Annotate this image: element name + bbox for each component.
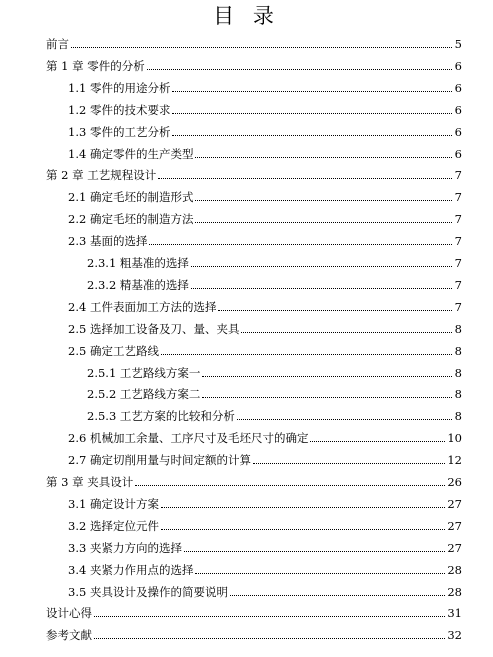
toc-entry-page-number: 32 [447,628,462,643]
dot-leader [191,266,452,267]
toc-entry-label: 2.3 基面的选择 [68,234,148,249]
toc-entry[interactable] [46,469,462,489]
dot-leader [195,222,452,223]
toc-entry[interactable] [68,535,462,555]
toc-entry-page-number: 5 [454,37,462,51]
toc-entry-page-number: 6 [454,58,462,73]
toc-entry[interactable] [68,338,462,358]
toc-entry[interactable] [46,31,462,51]
toc-entry[interactable] [68,491,462,511]
dot-leader [218,310,452,311]
dot-leader [202,397,452,398]
toc-entry-page-number: 8 [454,321,462,336]
toc-entry-page-number: 6 [454,102,462,117]
toc-entry[interactable] [87,250,462,270]
toc-entry-label: 3.5 夹具设计及操作的简要说明 [68,584,228,599]
toc-entry-label: 2.4 工件表面加工方法的选择 [68,299,217,314]
toc-entry-label: 3.2 选择定位元件 [68,518,159,533]
toc-entry-page-number: 28 [447,562,462,577]
dot-leader [237,419,452,420]
toc-entry-label: 第 3 章 夹具设计 [46,475,134,489]
dot-leader [241,332,452,333]
toc-entry-page-number: 10 [447,431,462,446]
toc-entry-label: 2.3.2 精基准的选择 [87,277,189,292]
toc-entry[interactable] [68,557,462,577]
toc-entry-label: 2.5.3 工艺方案的比较和分析 [87,409,235,424]
dot-leader [71,47,452,48]
toc-entry[interactable] [87,360,462,380]
toc-entry-label: 前言 [46,37,69,51]
toc-entry[interactable] [68,184,462,204]
toc-entry-page-number: 8 [454,387,462,402]
toc-entry[interactable] [46,162,462,182]
dot-leader [195,200,452,201]
toc-entry-page-number: 12 [447,453,462,468]
toc-entry[interactable] [46,600,462,620]
dot-leader [195,573,445,574]
dot-leader [158,178,452,179]
toc-entry-label: 2.5.2 工艺路线方案二 [87,387,201,402]
toc-entry-label: 2.1 确定毛坯的制造形式 [68,190,194,205]
toc-entry-page-number: 6 [454,80,462,95]
dot-leader [172,91,452,92]
dot-leader [172,113,452,114]
toc-entry-label: 3.4 夹紧力作用点的选择 [68,562,194,577]
toc-entry-page-number: 27 [447,496,462,511]
toc-entry-label: 第 2 章 工艺规程设计 [46,168,157,183]
dot-leader [135,485,445,486]
toc-entry-page-number: 6 [454,146,462,161]
toc-entry-label: 2.5 选择加工设备及刀、量、夹具 [68,321,240,336]
toc-entry-label: 参考文献 [46,628,92,643]
toc-entry-page-number: 7 [454,212,462,227]
dot-leader [94,638,445,639]
dot-leader [195,157,452,158]
toc-entry-page-number: 7 [454,299,462,314]
toc-entry-label: 2.2 确定毛坯的制造方法 [68,212,194,227]
dot-leader [161,529,445,530]
dot-leader [202,376,452,377]
toc-entry-label: 设计心得 [46,606,92,621]
toc-entry-label: 第 1 章 零件的分析 [46,58,145,73]
toc-entry[interactable] [68,513,462,533]
toc-entry-label: 3.3 夹紧力方向的选择 [68,540,182,555]
dot-leader [172,135,452,136]
toc-entry[interactable] [87,403,462,423]
toc-entry-label: 1.4 确定零件的生产类型 [68,146,194,161]
toc-entry-label: 1.2 零件的技术要求 [68,102,171,117]
toc-entry[interactable] [68,294,462,314]
toc-entry-page-number: 8 [454,365,462,380]
toc-entry-label: 1.3 零件的工艺分析 [68,124,171,139]
dot-leader [253,463,445,464]
toc-entry[interactable] [68,228,462,248]
toc-entry[interactable] [87,381,462,401]
toc-entry-page-number: 7 [454,256,462,270]
toc-entry[interactable] [68,316,462,336]
toc-entry-label: 1.1 零件的用途分析 [68,80,171,95]
toc-entry-label: 2.3.1 粗基准的选择 [87,256,189,270]
toc-entry[interactable] [68,447,462,467]
toc-entry[interactable] [87,272,462,292]
dot-leader [161,507,445,508]
toc-entry-label: 3.1 确定设计方案 [68,496,159,511]
toc-entry-page-number: 27 [447,518,462,533]
toc-entry-page-number: 28 [447,584,462,599]
dot-leader [191,288,452,289]
toc-entry[interactable] [68,141,462,161]
toc-entry[interactable] [46,53,462,73]
toc-entry[interactable] [68,206,462,226]
toc-entry-label: 2.5.1 工艺路线方案一 [87,365,201,380]
dot-leader [94,616,445,617]
toc-entry[interactable] [68,97,462,117]
dot-leader [149,244,452,245]
toc-entry-page-number: 7 [454,277,462,292]
toc-entry-page-number: 8 [454,409,462,424]
toc-entry[interactable] [46,622,462,642]
toc-entry-page-number: 27 [447,540,462,555]
page-title: 目 录 [213,4,280,28]
toc-entry-page-number: 7 [454,190,462,205]
toc-entry-label: 2.5 确定工艺路线 [68,343,159,358]
dot-leader [147,69,452,70]
dot-leader [161,354,452,355]
toc-entry-page-number: 6 [454,124,462,139]
toc-entry-page-number: 26 [447,475,462,489]
toc-entry[interactable] [68,75,462,95]
toc-entry-label: 2.6 机械加工余量、工序尺寸及毛坯尺寸的确定 [68,431,309,446]
dot-leader [310,441,445,442]
toc-entry-label: 2.7 确定切削用量与时间定额的计算 [68,453,251,468]
toc-entry[interactable] [68,425,462,445]
dot-leader [230,595,445,596]
dot-leader [184,551,445,552]
toc-entry-page-number: 8 [454,343,462,358]
toc-entry[interactable] [68,119,462,139]
toc-entry[interactable] [68,579,462,599]
toc-entry-page-number: 7 [454,234,462,249]
toc-entry-page-number: 7 [454,168,462,183]
toc-entry-page-number: 31 [447,606,462,621]
